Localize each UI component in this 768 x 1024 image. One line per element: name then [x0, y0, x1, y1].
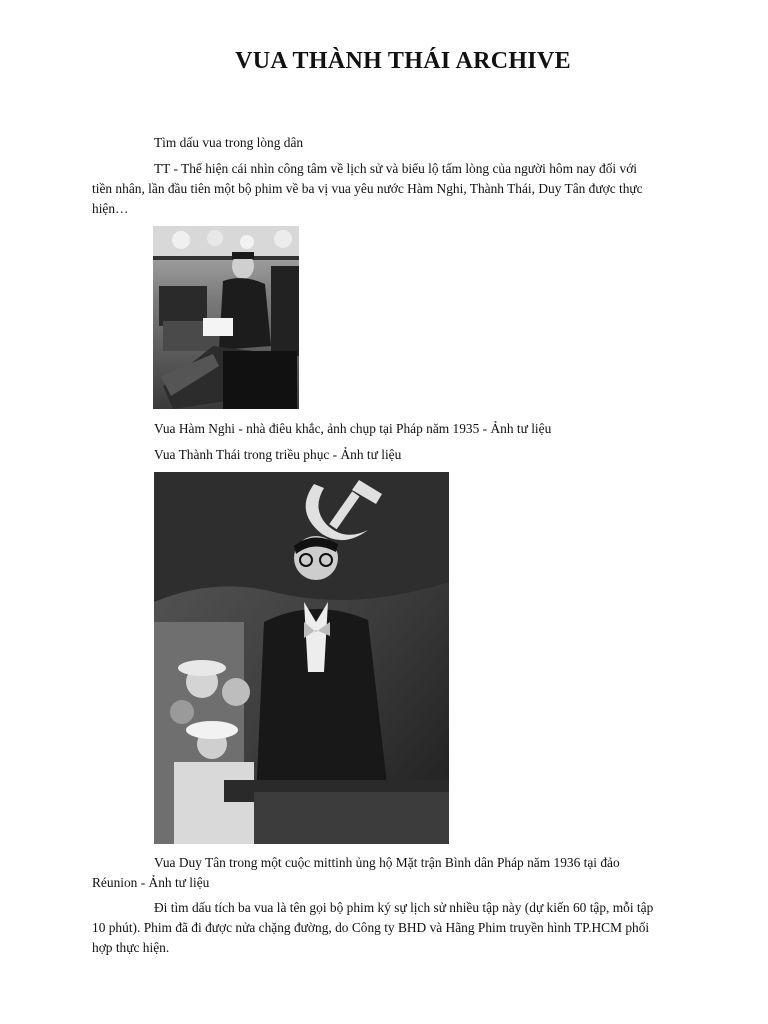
- intro-paragraph: TT - Thể hiện cái nhìn công tâm về lịch sử và biểu lộ tấm lòng của người hôm nay đối với tiền nhân, lần đầu tiên một bộ phim về ba vị vua yêu nước Hàm Nghi, Thành Thái, Duy Tân được thực hiện…: [92, 161, 643, 216]
- caption-duy-tan: [92, 853, 654, 893]
- photo-duy-tan-image: [154, 472, 449, 844]
- photo-duy-tan: [154, 472, 449, 844]
- page-title: VUA THÀNH THÁI ARCHIVE: [235, 48, 571, 74]
- body-paragraph: Đi tìm dấu tích ba vua là tên gọi bộ phim ký sự lịch sử nhiều tập này (dự kiến 60 tập, mỗi tập 10 phút). Phim đã đi được nửa chặng đường, do Công ty BHD và Hãng Phim truyền hình TP.HCM phối hợp thực hiện.: [92, 900, 654, 955]
- article-subheading: Tìm dấu vua trong lòng dân: [154, 135, 304, 150]
- photo-ham-nghi-image: [153, 226, 299, 409]
- photo-ham-nghi: [153, 226, 299, 409]
- caption-thanh-thai: Vua Thành Thái trong triều phục - Ảnh tư liệu: [154, 447, 402, 462]
- caption-ham-nghi: Vua Hàm Nghi - nhà điêu khắc, ảnh chụp tại Pháp năm 1935 - Ảnh tư liệu: [154, 421, 552, 436]
- caption-duy-tan-text: Vua Duy Tân trong một cuộc mittinh ủng hộ Mặt trận Bình dân Pháp năm 1936 tại đảo Réunion - Ảnh tư liệu: [92, 855, 620, 890]
